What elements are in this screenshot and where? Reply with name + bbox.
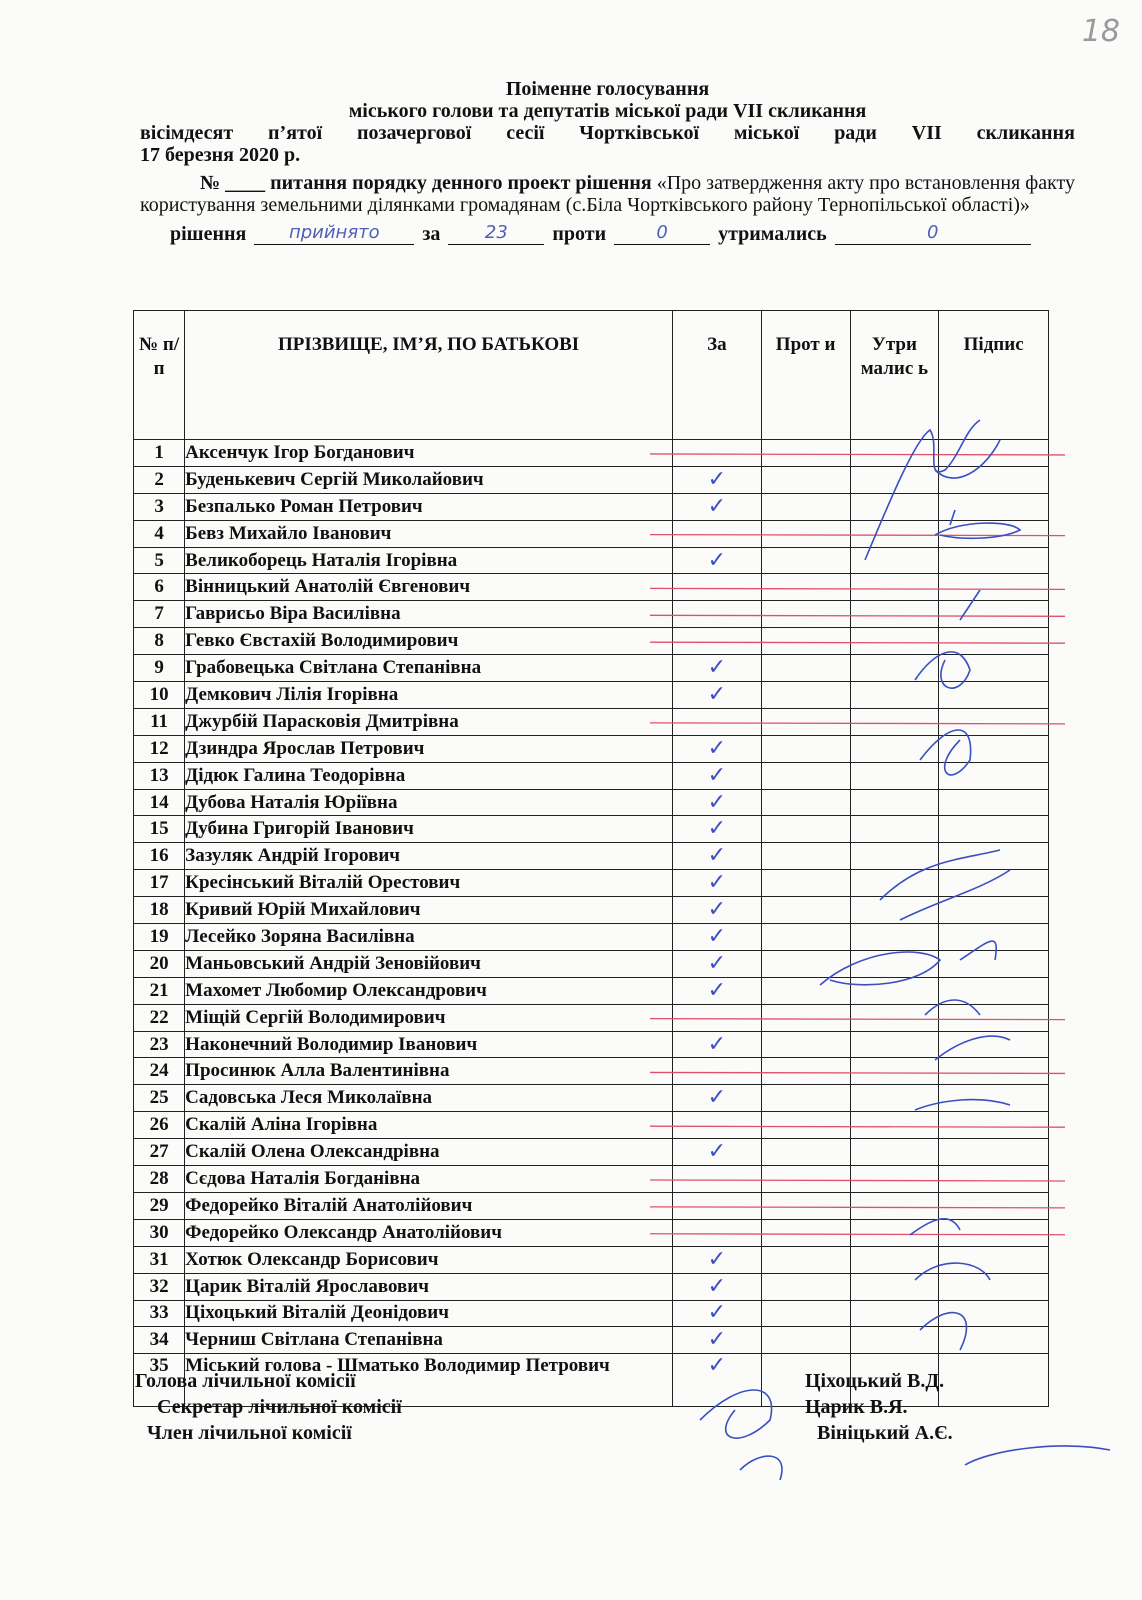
table-row [134,950,1049,977]
row-abstain-mark [850,1246,939,1273]
row-name: Бевз Михайло Іванович [185,520,673,547]
row-abstain-mark [850,1031,939,1058]
row-against-mark [761,897,850,924]
row-for-mark: ✓ [672,1354,761,1407]
row-for-mark: ✓ [672,843,761,870]
row-name: Лесейко Зоряна Василівна [185,924,673,951]
row-for-mark: ✓ [672,1085,761,1112]
row-for-mark: ✓ [672,816,761,843]
row-abstain-mark [850,870,939,897]
row-name: Демкович Лілія Ігорівна [185,682,673,709]
abstain-count: 0 [835,222,1031,245]
row-for-mark: ✓ [672,977,761,1004]
row-number: 22 [134,1004,185,1031]
row-number: 9 [134,655,185,682]
row-signature [939,547,1049,574]
row-name: Дзиндра Ярослав Петрович [185,735,673,762]
row-against-mark [761,1246,850,1273]
row-abstain-mark [850,628,939,655]
row-abstain-mark [850,1004,939,1031]
row-for-mark: ✓ [672,1139,761,1166]
row-against-mark [761,574,850,601]
page-number: 18 [1081,14,1120,49]
session-date: 17 березня 2020 р. [140,144,301,166]
row-abstain-mark [850,843,939,870]
row-number: 21 [134,977,185,1004]
row-against-mark [761,628,850,655]
row-number: 34 [134,1327,185,1354]
row-for-mark: ✓ [672,735,761,762]
row-signature [939,520,1049,547]
row-for-mark [672,1166,761,1193]
row-name: Ціхоцький Віталій Деонідович [185,1300,673,1327]
table-row [134,628,1049,655]
row-number: 10 [134,682,185,709]
footer-row: Голова лічильної комісії Ціхоцький В.Д. [135,1370,945,1392]
row-number: 17 [134,870,185,897]
row-number: 11 [134,708,185,735]
row-against-mark [761,816,850,843]
table-row [134,1085,1049,1112]
table-row [134,520,1049,547]
row-signature [939,1112,1049,1139]
footer-row: Член лічильної комісії Вініцький А.Є. [147,1422,953,1444]
row-name: Махомет Любомир Олександрович [185,977,673,1004]
row-signature [939,601,1049,628]
row-signature [939,1246,1049,1273]
row-signature [939,1166,1049,1193]
row-for-mark: ✓ [672,1327,761,1354]
row-for-mark [672,601,761,628]
row-signature [939,682,1049,709]
row-number: 23 [134,1031,185,1058]
row-signature [939,897,1049,924]
row-for-mark [672,1192,761,1219]
col-number: № п/п [134,311,185,440]
row-number: 16 [134,843,185,870]
table-row [134,1192,1049,1219]
row-abstain-mark [850,924,939,951]
row-name: Кривий Юрій Михайлович [185,897,673,924]
row-name: Царик Віталій Ярославович [185,1273,673,1300]
col-against: Прот и [761,311,850,440]
table-row [134,547,1049,574]
row-signature [939,708,1049,735]
row-number: 7 [134,601,185,628]
row-for-mark [672,1112,761,1139]
table-row [134,1139,1049,1166]
table-row [134,843,1049,870]
row-abstain-mark [850,816,939,843]
row-against-mark [761,440,850,467]
row-number: 14 [134,789,185,816]
row-against-mark [761,1058,850,1085]
row-against-mark [761,1327,850,1354]
row-for-mark: ✓ [672,655,761,682]
row-signature [939,1219,1049,1246]
row-for-mark: ✓ [672,1273,761,1300]
row-signature [939,1273,1049,1300]
row-against-mark [761,1139,850,1166]
row-signature [939,924,1049,951]
row-abstain-mark [850,735,939,762]
row-for-mark: ✓ [672,547,761,574]
row-abstain-mark [850,682,939,709]
row-signature [939,493,1049,520]
row-signature [939,816,1049,843]
table-row [134,897,1049,924]
row-against-mark [761,1085,850,1112]
row-for-mark: ✓ [672,1031,761,1058]
row-name: Вінницький Анатолій Євгенович [185,574,673,601]
document-title: Поіменне голосування [505,78,710,100]
table-row [134,682,1049,709]
row-abstain-mark [850,708,939,735]
row-name: Наконечний Володимир Іванович [185,1031,673,1058]
row-against-mark [761,655,850,682]
row-number: 20 [134,950,185,977]
row-number: 6 [134,574,185,601]
row-for-mark: ✓ [672,870,761,897]
row-abstain-mark [850,1219,939,1246]
row-for-mark [672,628,761,655]
row-name: Просинюк Алла Валентинівна [185,1058,673,1085]
table-row [134,870,1049,897]
row-against-mark [761,682,850,709]
row-number: 29 [134,1192,185,1219]
row-for-mark [672,574,761,601]
session-line: вісімдесят п’ятої позачергової сесії Чортківської міської ради VII скликання [140,122,1075,144]
row-name: Хотюк Олександр Борисович [185,1246,673,1273]
col-signature: Підпис [939,311,1049,440]
row-against-mark [761,1004,850,1031]
table-row [134,789,1049,816]
table-row [134,1219,1049,1246]
table-row [134,466,1049,493]
row-name: Міський голова - Шматько Володимир Петрович [185,1354,673,1407]
row-signature [939,1327,1049,1354]
row-abstain-mark [850,493,939,520]
row-number: 8 [134,628,185,655]
row-for-mark: ✓ [672,1300,761,1327]
row-against-mark [761,1273,850,1300]
row-against-mark [761,924,850,951]
row-name: Федорейко Віталій Анатолійович [185,1192,673,1219]
row-signature [939,735,1049,762]
row-number: 5 [134,547,185,574]
row-for-mark: ✓ [672,466,761,493]
row-number: 13 [134,762,185,789]
row-signature [939,1139,1049,1166]
row-number: 26 [134,1112,185,1139]
document-subtitle: міського голови та депутатів міської ради VII скликання [348,100,867,122]
table-row [134,1246,1049,1273]
row-number: 35 [134,1354,185,1407]
row-abstain-mark [850,601,939,628]
row-number: 31 [134,1246,185,1273]
row-name: Кресінський Віталій Орестович [185,870,673,897]
row-number: 2 [134,466,185,493]
table-row [134,977,1049,1004]
row-against-mark [761,870,850,897]
row-name: Буденькевич Сергій Миколайович [185,466,673,493]
row-signature [939,440,1049,467]
row-signature [939,1004,1049,1031]
row-number: 28 [134,1166,185,1193]
row-name: Аксенчук Ігор Богданович [185,440,673,467]
row-name: Сєдова Наталія Богданівна [185,1166,673,1193]
table-row [134,735,1049,762]
row-against-mark [761,1300,850,1327]
row-signature [939,789,1049,816]
row-name: Черниш Світлана Степанівна [185,1327,673,1354]
col-abstain: Утри малис ь [850,311,939,440]
row-signature [939,1192,1049,1219]
row-for-mark [672,520,761,547]
row-name: Дідюк Галина Теодорівна [185,762,673,789]
row-against-mark [761,843,850,870]
row-abstain-mark [850,1085,939,1112]
row-for-mark [672,440,761,467]
row-against-mark [761,1166,850,1193]
row-against-mark [761,1219,850,1246]
row-abstain-mark [850,1300,939,1327]
row-signature [939,1058,1049,1085]
row-name: Джурбій Парасковія Дмитрівна [185,708,673,735]
row-name: Скалій Аліна Ігорівна [185,1112,673,1139]
table-row [134,1058,1049,1085]
table-row [134,1031,1049,1058]
row-name: Федорейко Олександр Анатолійович [185,1219,673,1246]
row-abstain-mark [850,440,939,467]
row-against-mark [761,601,850,628]
commission-footer [135,1368,1095,1446]
row-signature [939,1300,1049,1327]
row-name: Маньовський Андрій Зеновійович [185,950,673,977]
row-signature [939,574,1049,601]
row-for-mark: ✓ [672,682,761,709]
document-header [140,78,1075,245]
row-signature [939,466,1049,493]
row-signature [939,843,1049,870]
row-against-mark [761,789,850,816]
row-for-mark [672,708,761,735]
row-name: Гевко Євстахій Володимирович [185,628,673,655]
row-for-mark [672,1058,761,1085]
table-row [134,601,1049,628]
row-abstain-mark [850,1166,939,1193]
row-number: 27 [134,1139,185,1166]
row-against-mark [761,977,850,1004]
table-row [134,1273,1049,1300]
row-signature [939,628,1049,655]
row-name: Дубова Наталія Юріївна [185,789,673,816]
row-number: 18 [134,897,185,924]
col-name: ПРІЗВИЩЕ, ІМ’Я, ПО БАТЬКОВІ [185,311,673,440]
row-number: 33 [134,1300,185,1327]
row-signature [939,950,1049,977]
row-abstain-mark [850,574,939,601]
row-number: 19 [134,924,185,951]
table-row [134,762,1049,789]
row-name: Дубина Григорій Іванович [185,816,673,843]
table-row [134,493,1049,520]
table-row [134,1004,1049,1031]
row-abstain-mark [850,1273,939,1300]
row-abstain-mark [850,1139,939,1166]
row-for-mark [672,1219,761,1246]
row-for-mark: ✓ [672,924,761,951]
row-number: 25 [134,1085,185,1112]
row-signature [939,977,1049,1004]
row-name: Міщій Сергій Володимирович [185,1004,673,1031]
table-row [134,1327,1049,1354]
table-row [134,1112,1049,1139]
row-signature [939,762,1049,789]
row-abstain-mark [850,950,939,977]
row-signature [939,655,1049,682]
row-abstain-mark [850,520,939,547]
against-count: 0 [614,222,710,245]
row-number: 1 [134,440,185,467]
row-abstain-mark [850,1112,939,1139]
row-number: 15 [134,816,185,843]
row-against-mark [761,466,850,493]
row-against-mark [761,1192,850,1219]
row-name: Безпалько Роман Петрович [185,493,673,520]
row-for-mark: ✓ [672,950,761,977]
row-for-mark: ✓ [672,1246,761,1273]
row-for-mark: ✓ [672,762,761,789]
vote-table [133,310,1049,1407]
row-number: 30 [134,1219,185,1246]
row-signature [939,870,1049,897]
row-number: 12 [134,735,185,762]
table-row [134,1300,1049,1327]
row-against-mark [761,1112,850,1139]
row-name: Садовська Леся Миколаївна [185,1085,673,1112]
row-against-mark [761,762,850,789]
row-against-mark [761,1031,850,1058]
row-number: 4 [134,520,185,547]
row-for-mark: ✓ [672,493,761,520]
row-against-mark [761,520,850,547]
row-name: Грабовецька Світлана Степанівна [185,655,673,682]
row-abstain-mark [850,762,939,789]
for-count: 23 [448,222,544,245]
row-name: Зазуляк Андрій Ігорович [185,843,673,870]
row-against-mark [761,950,850,977]
row-abstain-mark [850,977,939,1004]
table-row [134,1166,1049,1193]
row-signature [939,1085,1049,1112]
table-row [134,816,1049,843]
table-row [134,655,1049,682]
table-row [134,574,1049,601]
row-number: 32 [134,1273,185,1300]
agenda-question: № ____ питання порядку денного проект рішення «Про затвердження акту про встановлення факту користування земельними ділянками громадянам (с.Біла Чортківського району Тернопільської області)» [140,172,1075,216]
row-against-mark [761,735,850,762]
row-number: 3 [134,493,185,520]
row-abstain-mark [850,1192,939,1219]
row-for-mark [672,1004,761,1031]
row-abstain-mark [850,789,939,816]
table-row [134,708,1049,735]
vote-result-line: рішення прийнято за 23 проти 0 утримались 0 [170,222,1075,245]
footer-row: Секретар лічильної комісії Царик В.Я. [157,1396,908,1418]
row-abstain-mark [850,1058,939,1085]
row-against-mark [761,493,850,520]
row-name: Гаврисьо Віра Василівна [185,601,673,628]
row-number: 24 [134,1058,185,1085]
table-header-row [134,311,1049,440]
row-abstain-mark [850,897,939,924]
row-name: Великоборець Наталія Ігорівна [185,547,673,574]
col-for: За [672,311,761,440]
row-abstain-mark [850,466,939,493]
row-against-mark [761,547,850,574]
row-against-mark [761,708,850,735]
row-abstain-mark [850,655,939,682]
row-signature [939,1031,1049,1058]
table-row [134,440,1049,467]
table-row [134,924,1049,951]
row-abstain-mark [850,1327,939,1354]
row-abstain-mark [850,547,939,574]
row-for-mark: ✓ [672,789,761,816]
decision-value: прийнято [254,222,414,245]
row-for-mark: ✓ [672,897,761,924]
signature-scribble [965,1446,1110,1465]
row-name: Скалій Олена Олександрівна [185,1139,673,1166]
